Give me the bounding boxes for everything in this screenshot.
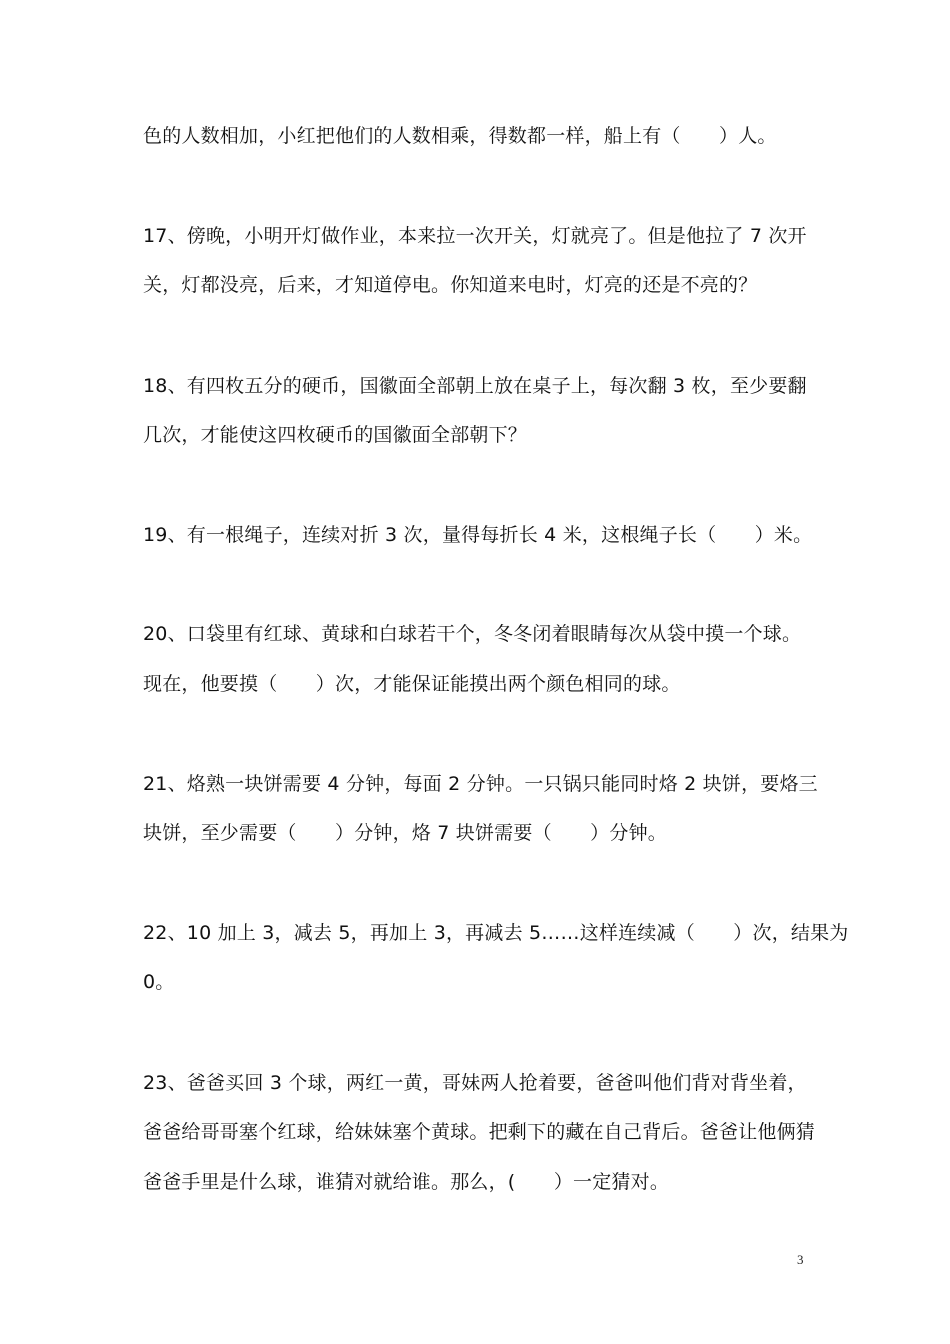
- q23-line-2: 爸爸给哥哥塞个红球，给妹妹塞个黄球。把剩下的藏在自己背后。爸爸让他俩猜: [143, 1121, 816, 1143]
- q22-line-2: 0。: [143, 971, 175, 993]
- q20-line-1: 20、口袋里有红球、黄球和白球若干个，冬冬闭着眼睛每次从袋中摸一个球。: [143, 623, 802, 645]
- q18-line-1: 18、有四枚五分的硬币，国徽面全部朝上放在桌子上，每次翻 3 枚，至少要翻: [143, 375, 807, 397]
- q19-line-1: 19、有一根绳子，连续对折 3 次，量得每折长 4 米，这根绳子长（ ）米。: [143, 524, 813, 546]
- q17-line-2: 关，灯都没亮，后来，才知道停电。你知道来电时，灯亮的还是不亮的？: [143, 274, 758, 296]
- q23-line-3: 爸爸手里是什么球，谁猜对就给谁。那么，( ）一定猜对。: [143, 1171, 670, 1193]
- q20-line-2: 现在，他要摸（ ）次，才能保证能摸出两个颜色相同的球。: [143, 673, 681, 695]
- q22-line-1: 22、10 加上 3，减去 5，再加上 3，再减去 5……这样连续减（ ）次，结果为: [143, 922, 849, 944]
- q18-line-2: 几次，才能使这四枚硬币的国徽面全部朝下？: [143, 424, 528, 446]
- q23-line-1: 23、爸爸买回 3 个球，两红一黄，哥妹两人抢着要，爸爸叫他们背对背坐着，: [143, 1072, 807, 1094]
- q21-line-1: 21、烙熟一块饼需要 4 分钟，每面 2 分钟。一只锅只能同时烙 2 块饼，要烙三: [143, 773, 818, 795]
- q16-line-2: 色的人数相加，小红把他们的人数相乘，得数都一样，船上有（ ）人。: [143, 125, 777, 147]
- q17-line-1: 17、傍晚，小明开灯做作业，本来拉一次开关，灯就亮了。但是他拉了 7 次开: [143, 225, 807, 247]
- q21-line-2: 块饼，至少需要（ ）分钟，烙 7 块饼需要（ ）分钟。: [143, 822, 667, 844]
- page-number: 3: [797, 1252, 804, 1267]
